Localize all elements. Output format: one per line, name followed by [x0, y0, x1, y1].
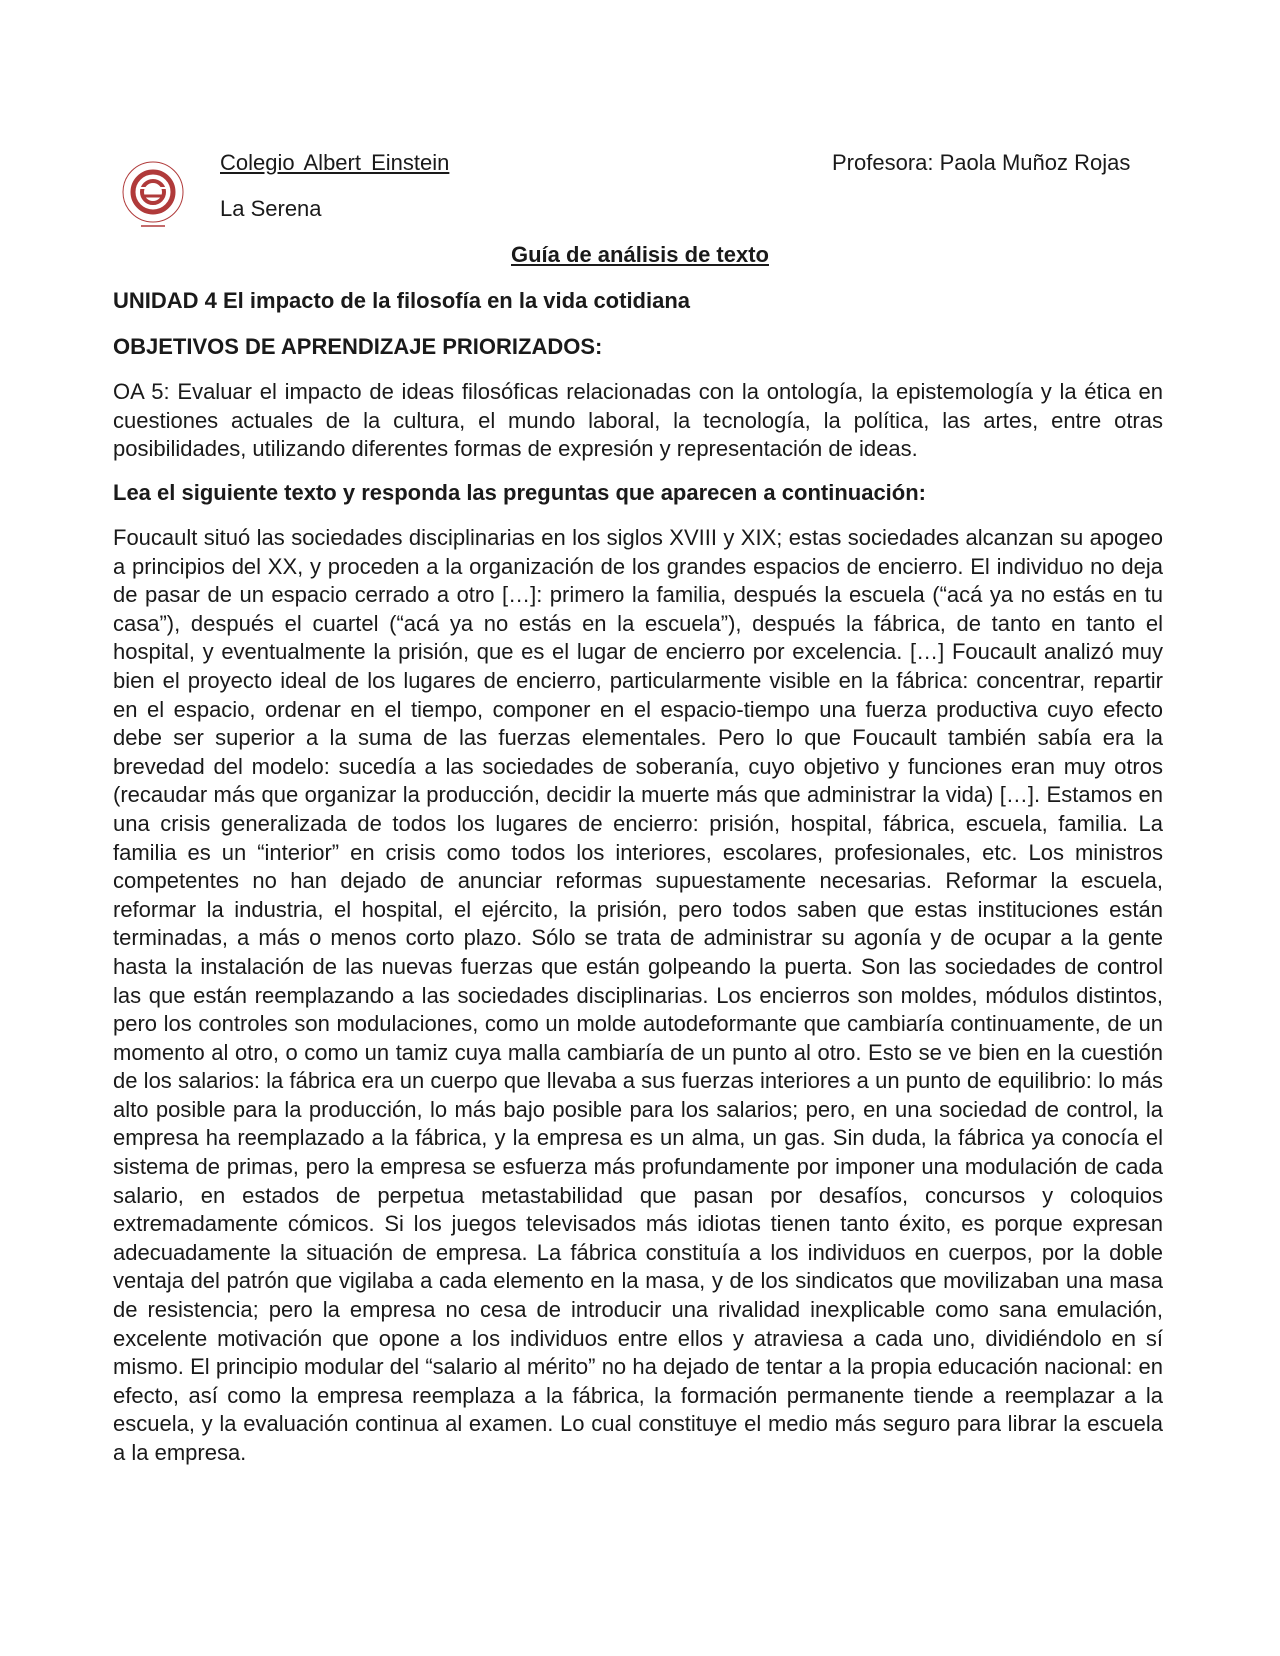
school-seal-icon	[117, 160, 189, 232]
instruction-text: Lea el siguiente texto y responda las preguntas que aparecen a continuación:	[113, 480, 926, 505]
objective-text: OA 5: Evaluar el impacto de ideas filosóficas relacionadas con la ontología, la epistemología y la ética en cuestiones actuales de la cultura, el mundo laboral, la tecnología, la política, las artes, entre otras posibilidades, utilizando diferentes formas de expresión y representación de ideas.	[113, 379, 1163, 461]
document-title: Guía de análisis de texto	[511, 242, 769, 267]
unit-heading: UNIDAD 4 El impacto de la filosofía en la vida cotidiana	[113, 288, 691, 313]
teacher-name: Profesora: Paola Muñoz Rojas	[832, 150, 1131, 175]
reading-passage: Foucault situó las sociedades disciplinarias en los siglos XVIII y XIX; estas sociedades alcanzan su apogeo a principios del XX, y proceden a la organización de los grandes espacios de encierro. El individuo no deja de pasar de un espacio cerrado a otro […]: primero la familia, después la escuela (“acá ya no estás en tu casa”), después el cuartel (“acá ya no estás en la escuela”), después la fábrica, de tanto en tanto el hospital, y eventualmente la prisión, que es el lugar de encierro por excelencia. […] Foucault analizó muy bien el proyecto ideal de los lugares de encierro, particularmente visible en la fábrica: concentrar, repartir en el espacio, ordenar en el tiempo, componer en el espacio-tiempo una fuerza productiva cuyo efecto debe ser superior a la suma de las fuerzas elementales. Pero lo que Foucault también sabía era la brevedad del modelo: sucedía a las sociedades de soberanía, cuyo objetivo y funciones eran muy otros (recaudar más que organizar la producción, decidir la muerte más que administrar la vida) […]. Estamos en una crisis generalizada de todos los lugares de encierro: prisión, hospital, fábrica, escuela, familia. La familia es un “interior” en crisis como todos los interiores, escolares, profesionales, etc. Los ministros competentes no han dejado de anunciar reformas supuestamente necesarias. Reformar la escuela, reformar la industria, el hospital, el ejército, la prisión, pero todos saben que estas instituciones están terminadas, a más o menos corto plazo. Sólo se trata de administrar su agonía y de ocupar a la gente hasta la instalación de las nuevas fuerzas que están golpeando la puerta. Son las sociedades de control las que están reemplazando a las sociedades disciplinarias. Los encierros son moldes, módulos distintos, pero los controles son modulaciones, como un molde autodeformante que cambiaría continuamente, de un momento al otro, o como un tamiz cuya malla cambiaría de un punto al otro. Esto se ve bien en la cuestión de los salarios: la fábrica era un cuerpo que llevaba a sus fuerzas interiores a un punto de equilibrio: lo más alto posible para la producción, lo más bajo posible para los salarios; pero, en una sociedad de control, la empresa ha reemplazado a la fábrica, y la empresa es un alma, un gas. Sin duda, la fábrica ya conocía el sistema de primas, pero la empresa se esfuerza más profundamente por imponer una modulación de cada salario, en estados de perpetua metastabilidad que pasan por desafíos, concursos y coloquios extremadamente cómicos. Si los juegos televisados más idiotas tienen tanto éxito, es porque expresan adecuadamente la situación de empresa. La fábrica constituía a los individuos en cuerpos, por la doble ventaja del patrón que vigilaba a cada elemento en la masa, y de los sindicatos que movilizaban una masa de resistencia; pero la empresa no cesa de introducir una rivalidad inexplicable como sana emulación, excelente motivación que opone a los individuos entre ellos y atraviesa a cada uno, dividiéndolo en sí mismo. El principio modular del “salario al mérito” no ha dejado de tentar a la propia educación nacional: en efecto, así como la empresa reemplaza a la fábrica, la formación permanente tiende a reemplazar a la escuela, y la evaluación continua al examen. Lo cual constituye el medio más seguro para librar la escuela a la empresa.	[113, 525, 1163, 1465]
objectives-heading: OBJETIVOS DE APRENDIZAJE PRIORIZADOS:	[113, 334, 603, 359]
school-city: La Serena	[220, 196, 322, 221]
school-name: Colegio Albert Einstein	[220, 150, 450, 175]
